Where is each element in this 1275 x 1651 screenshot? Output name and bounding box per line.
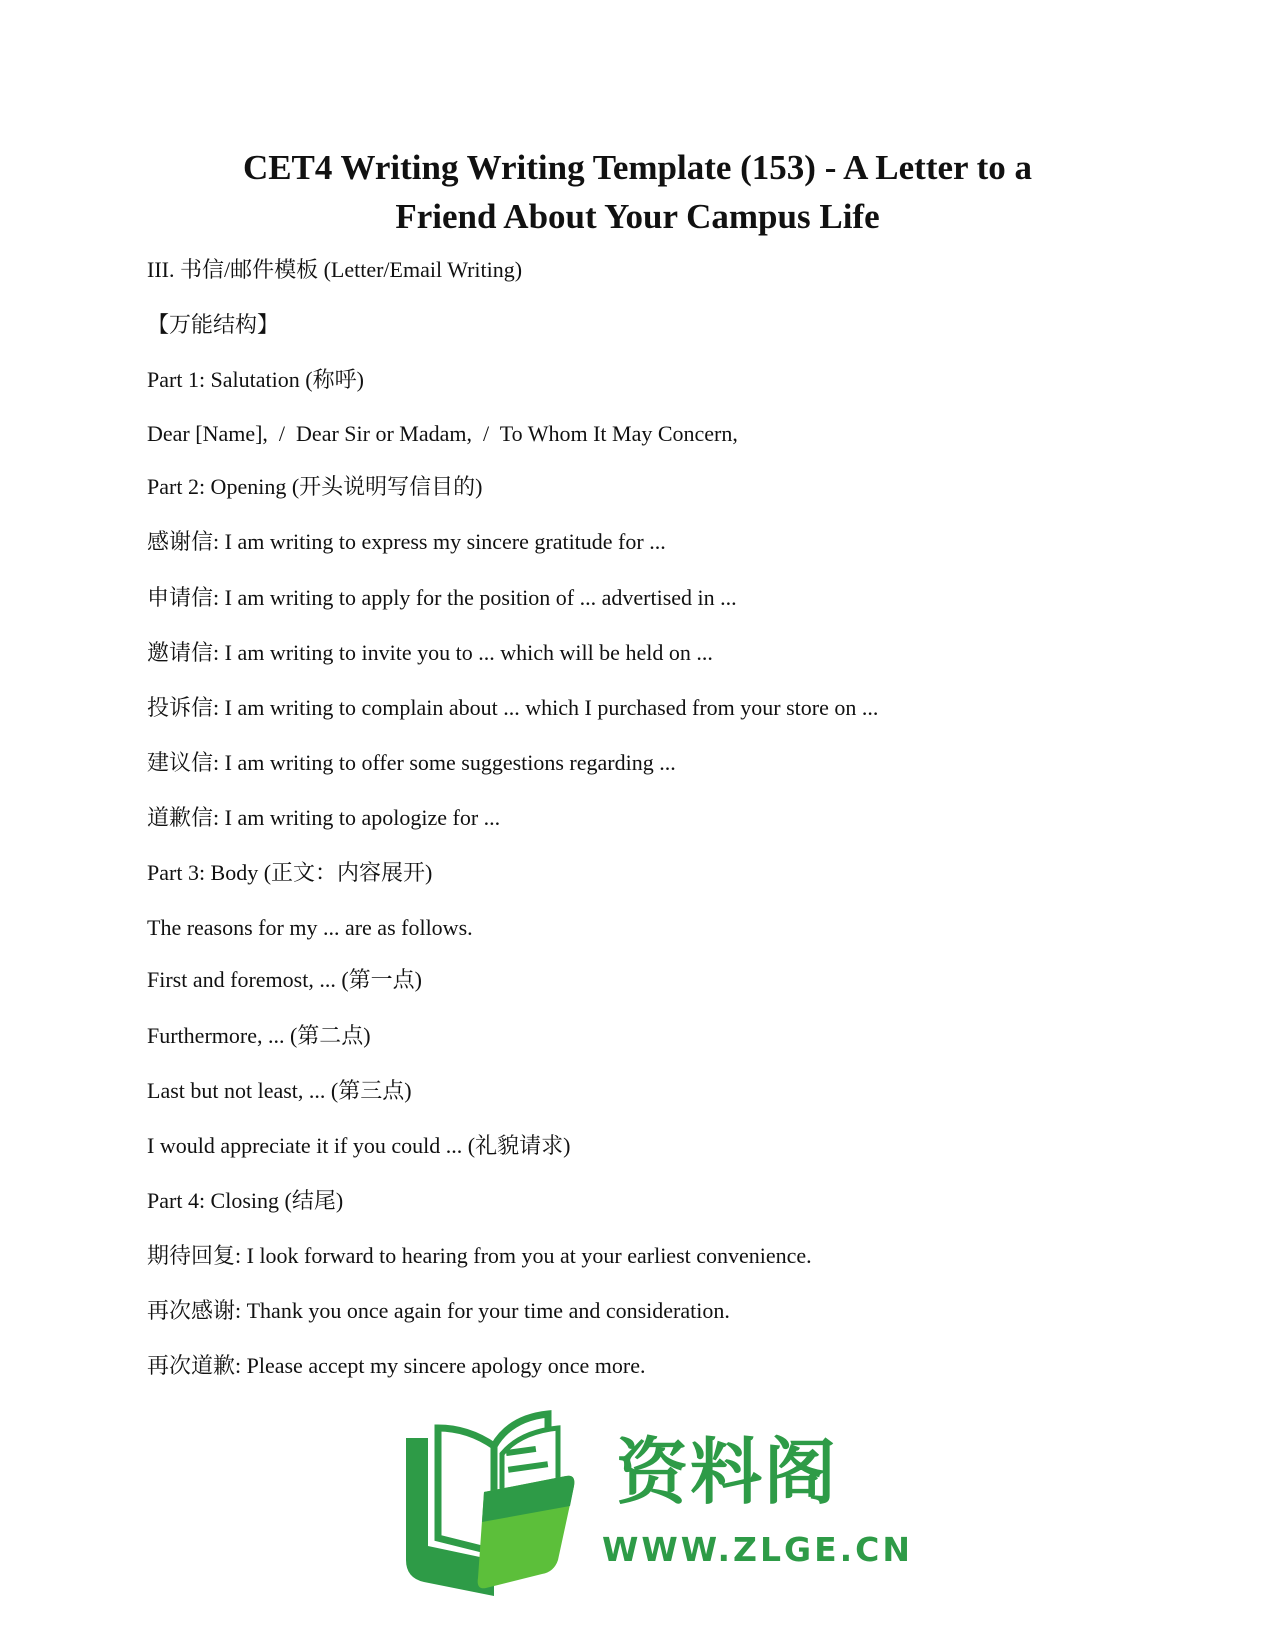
watermark-site-url: WWW.ZLGE.CN [602,1530,914,1569]
section-heading-letter-template: III. 书信/邮件模板 (Letter/Email Writing) [147,257,523,282]
salutation-examples: Dear [Name], / Dear Sir or Madam, / To Whom It May Concern, [147,421,738,446]
document-title [0,143,1275,241]
body-third-point: Last but not least, ... (第三点) [147,1078,412,1103]
opening-suggestion-letter: 建议信: I am writing to offer some suggestions regarding ... [147,750,676,775]
opening-thanks-letter: 感谢信: I am writing to express my sincere gratitude for ... [147,529,666,554]
part-1-heading: Part 1: Salutation (称呼) [147,367,364,392]
document-title-line-1: CET4 Writing Writing Template (153) - A Letter to a [242,148,1033,187]
body-polite-request: I would appreciate it if you could ... (礼貌请求) [147,1133,571,1158]
closing-apology-again: 再次道歉: Please accept my sincere apology once more. [147,1353,646,1378]
watermark-site-name: 资料阁 [616,1430,839,1514]
opening-application-letter: 申请信: I am writing to apply for the position of ... advertised in ... [147,585,737,610]
part-2-heading: Part 2: Opening (开头说明写信目的) [147,474,483,499]
part-3-heading: Part 3: Body (正文：内容展开) [147,860,433,885]
body-second-point: Furthermore, ... (第二点) [147,1023,371,1048]
open-book-icon [398,1410,598,1600]
part-4-heading: Part 4: Closing (结尾) [147,1188,344,1213]
watermark-logo [398,1410,914,1600]
structure-heading: 【万能结构】 [147,312,280,337]
opening-invitation-letter: 邀请信: I am writing to invite you to ... which will be held on ... [147,640,713,665]
body-reasons-line: The reasons for my ... are as follows. [147,915,473,940]
closing-look-forward: 期待回复: I look forward to hearing from you at your earliest convenience. [147,1243,812,1268]
body-first-point: First and foremost, ... (第一点) [147,967,422,992]
opening-complaint-letter: 投诉信: I am writing to complain about ... which I purchased from your store on ... [147,695,879,720]
document-title-line-2: Friend About Your Campus Life [395,197,880,236]
opening-apology-letter: 道歉信: I am writing to apologize for ... [147,805,501,830]
closing-thanks-again: 再次感谢: Thank you once again for your time and consideration. [147,1298,730,1323]
